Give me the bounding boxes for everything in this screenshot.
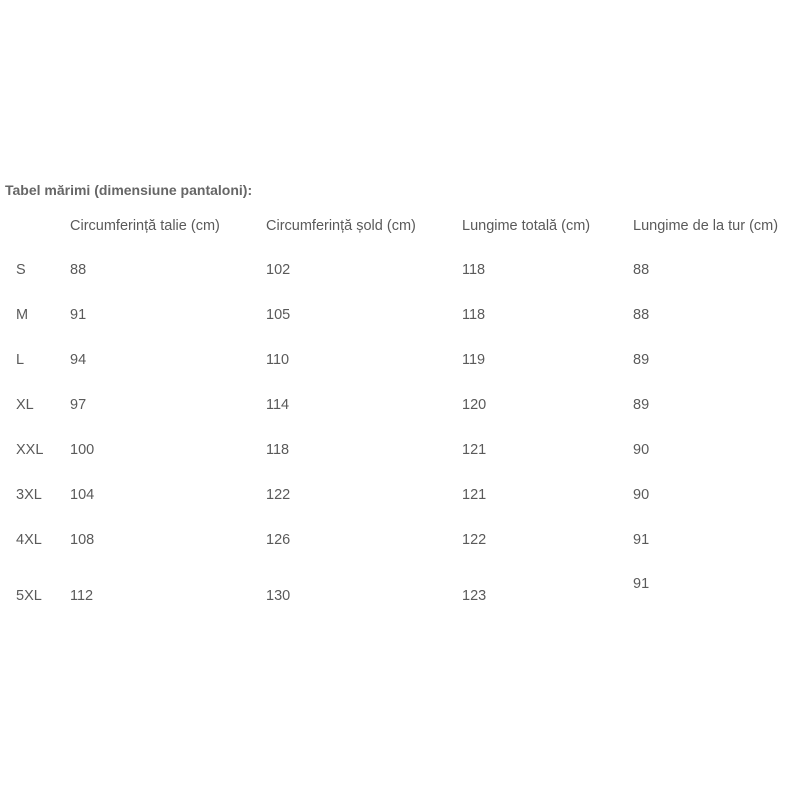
- total-length-value: 120: [462, 397, 487, 413]
- inseam-value: 90: [633, 487, 650, 503]
- inseam-value: 89: [633, 352, 650, 368]
- inseam-value: 91: [633, 532, 650, 548]
- total-length-value: 119: [462, 352, 486, 368]
- waist-value: 97: [70, 397, 87, 413]
- size-label: 5XL: [16, 588, 42, 604]
- column-header-hip: Circumferință șold (cm): [266, 218, 416, 234]
- total-length-value: 118: [462, 262, 486, 278]
- waist-value: 88: [70, 262, 87, 278]
- hip-value: 122: [266, 487, 291, 503]
- hip-value: 110: [266, 352, 290, 368]
- hip-value: 126: [266, 532, 291, 548]
- size-label: 4XL: [16, 532, 42, 548]
- size-label: M: [16, 307, 29, 323]
- total-length-value: 123: [462, 588, 487, 604]
- hip-value: 114: [266, 397, 290, 413]
- chart-title: Tabel mărimi (dimensiune pantaloni):: [5, 182, 253, 198]
- waist-value: 112: [70, 588, 94, 604]
- inseam-value: 89: [633, 397, 650, 413]
- size-label: XXL: [16, 442, 44, 458]
- size-label: L: [16, 352, 25, 368]
- hip-value: 102: [266, 262, 291, 278]
- column-header-waist: Circumferință talie (cm): [70, 218, 220, 234]
- column-header-total-length: Lungime totală (cm): [462, 218, 591, 234]
- size-label: S: [16, 262, 26, 278]
- total-length-value: 121: [462, 487, 487, 503]
- inseam-value: 88: [633, 307, 650, 323]
- waist-value: 91: [70, 307, 87, 323]
- column-header-inseam: Lungime de la tur (cm): [633, 218, 779, 234]
- size-label: XL: [16, 397, 34, 413]
- total-length-value: 121: [462, 442, 487, 458]
- hip-value: 105: [266, 307, 291, 323]
- inseam-value: 88: [633, 262, 650, 278]
- total-length-value: 122: [462, 532, 487, 548]
- waist-value: 100: [70, 442, 95, 458]
- hip-value: 130: [266, 588, 291, 604]
- inseam-value: 90: [633, 442, 650, 458]
- waist-value: 94: [70, 352, 87, 368]
- waist-value: 108: [70, 532, 95, 548]
- total-length-value: 118: [462, 307, 486, 323]
- inseam-value: 91: [633, 576, 650, 592]
- waist-value: 104: [70, 487, 95, 503]
- size-label: 3XL: [16, 487, 42, 503]
- hip-value: 118: [266, 442, 290, 458]
